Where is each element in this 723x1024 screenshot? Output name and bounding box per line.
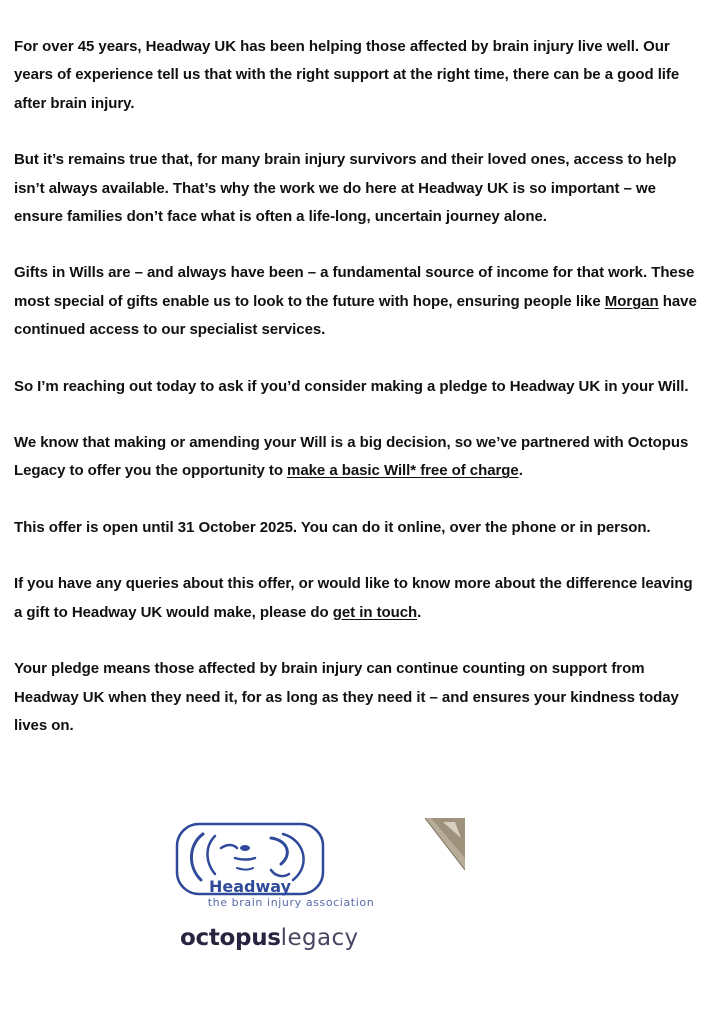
paragraph-partnership — [14, 429, 704, 486]
headway-logo-name: Headway — [208, 877, 292, 896]
headway-tagline: the brain injury association — [207, 896, 375, 909]
paragraph-closing-text: Your pledge means those affected by brain injury can continue counting on support from Headway UK when they need it, for as long as they need it – and ensures your kindness today lives on. — [14, 660, 679, 734]
morgan-link[interactable]: Morgan — [604, 292, 659, 310]
get-in-touch-link[interactable]: get in touch — [332, 603, 418, 621]
paragraph-queries-text-after: . — [417, 603, 422, 621]
paragraph-gifts-text-before: Gifts in Wills are – and always have been – a fundamental source of income for that work. These most special of gifts enable us to look to the future with hope, ensuring people like — [14, 264, 695, 310]
headway-faces-logo-icon — [175, 820, 407, 900]
octopus-logo-bold: octopus — [180, 925, 281, 951]
paragraph-queries-text-before: If you have any queries about this offer, or would like to know more about the difference leaving a gift to Headway UK would make, please do — [14, 575, 693, 621]
octopus-logo-light: legacy — [280, 925, 359, 951]
paragraph-access-text: But it’s remains true that, for many brain injury survivors and their loved ones, access to help isn’t always available. That’s why the work we do here at Headway UK is so important – we ensure families don’t face what is often a life-long, uncertain journey alone. — [14, 151, 677, 226]
paragraph-intro-text: For over 45 years, Headway UK has been helping those affected by brain injury live well. Our years of experience tell us that with the right support at the right time, there can be a good life after brain injury. — [14, 38, 680, 112]
paragraph-gifts-text-after: have continued access to our specialist services. — [14, 292, 697, 339]
paragraph-offer-text: This offer is open until 31 October 2025. You can do it online, over the phone or in person. — [14, 518, 651, 536]
paragraph-intro — [14, 33, 704, 118]
paragraph-partnership-text-before: We know that making or amending your Will is a big decision, so we’ve partnered with Octopus Legacy to offer you the opportunity to — [14, 434, 689, 480]
paragraph-pledge — [14, 373, 704, 401]
logos-area — [0, 812, 723, 1012]
paragraph-offer — [14, 514, 704, 542]
paragraph-gifts — [14, 259, 704, 344]
paragraph-pledge-text: So I’m reaching out today to ask if you’d consider making a pledge to Headway UK in your Will. — [14, 377, 689, 395]
paragraph-queries — [14, 570, 704, 627]
paragraph-partnership-text-after: . — [518, 462, 523, 480]
free-will-link[interactable]: make a basic Will* free of charge — [287, 462, 519, 480]
broken-image-fragment-icon — [425, 818, 465, 870]
email-body — [14, 33, 704, 768]
paragraph-access — [14, 146, 704, 231]
paragraph-closing — [14, 655, 704, 740]
octopus-legacy-logo[interactable] — [180, 922, 359, 953]
headway-logo[interactable] — [175, 820, 407, 912]
